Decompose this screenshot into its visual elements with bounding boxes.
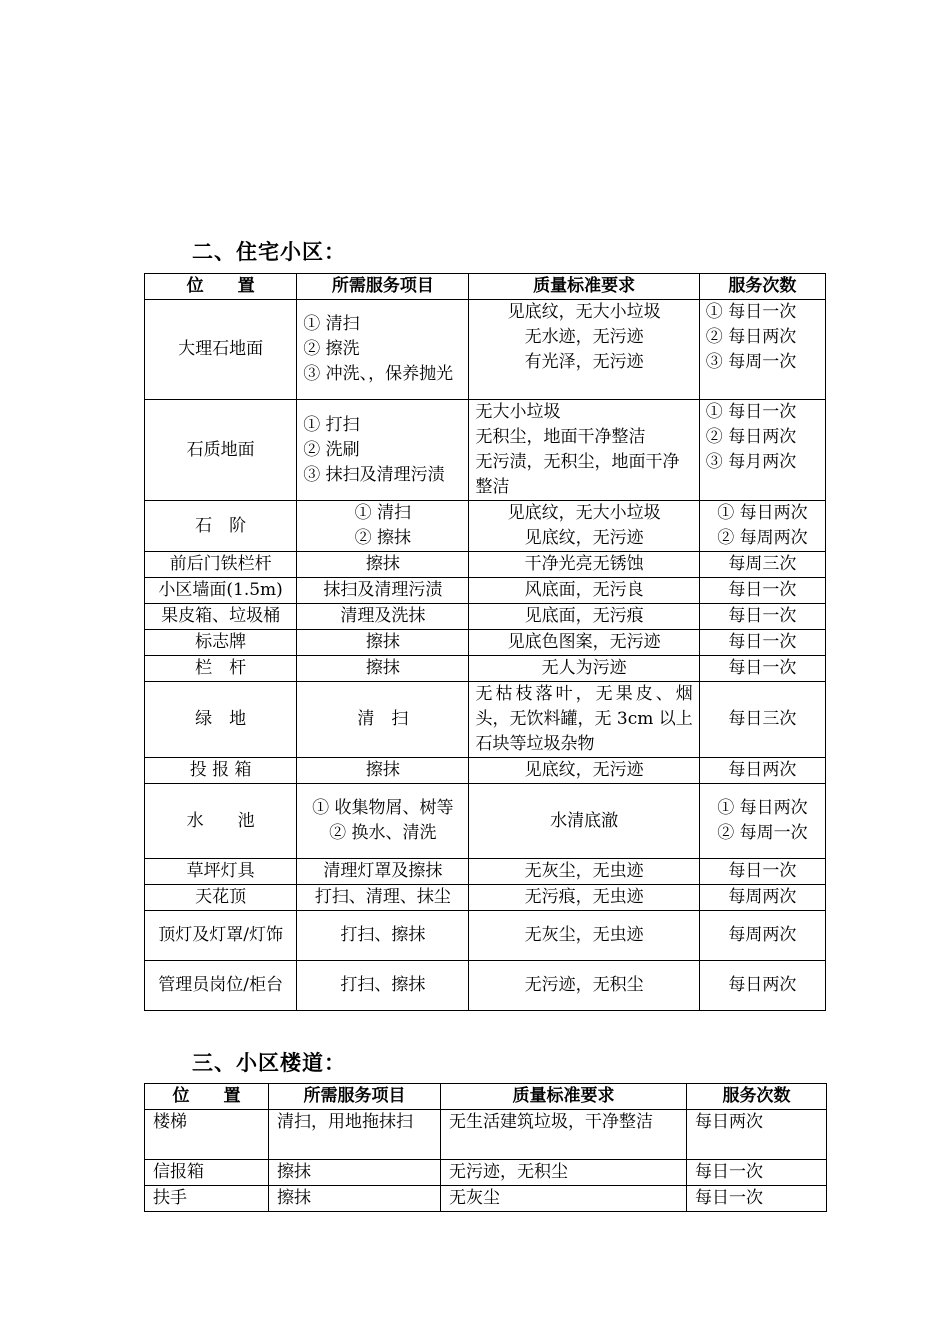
service-items-cell (297, 400, 469, 501)
service-item: ③ 冲洗、，保养抛光 (303, 364, 454, 384)
service-items-cell: 打扫、擦抹 (297, 961, 469, 1011)
location-cell: 石质地面 (145, 400, 297, 501)
frequency-cell (699, 784, 825, 859)
location-cell: 楼梯 (145, 1110, 269, 1160)
frequency-item: ① 每日两次 (717, 798, 808, 818)
table-header-row (145, 274, 826, 300)
service-item: ③ 抹扫及清理污渍 (303, 464, 445, 485)
service-item: ① 收集物屑、树等 (312, 798, 454, 818)
table-row (145, 604, 826, 630)
frequency-item: ③ 每周一次 (705, 352, 797, 372)
frequency-item: ② 每日两次 (705, 427, 797, 447)
table-row (145, 656, 826, 682)
service-item: ① 清扫 (354, 503, 412, 523)
frequency-cell: 每日两次 (687, 1110, 827, 1160)
standards-cell: 见底面，无污痕 (469, 604, 699, 630)
service-items-cell: 打扫、清理、抹尘 (297, 885, 469, 911)
standards-cell: 风底面，无污良 (469, 578, 699, 604)
standards-cell: 无灰尘，无虫迹 (469, 859, 699, 885)
frequency-cell: 每日一次 (699, 859, 825, 885)
service-items-cell: 抹扫及清理污渍 (297, 578, 469, 604)
column-header-location: 位 置 (145, 1084, 269, 1110)
table-header-row (145, 1084, 827, 1110)
service-items-cell (297, 501, 469, 552)
frequency-cell: 每周两次 (699, 911, 825, 961)
table-row (145, 578, 826, 604)
frequency-item: ② 每周一次 (717, 823, 808, 843)
frequency-cell: 每日两次 (699, 758, 825, 784)
table-row (145, 552, 826, 578)
service-items-cell: 擦抹 (297, 552, 469, 578)
column-header-quality-standards: 质量标准要求 (469, 274, 699, 300)
standards-cell: 无生活建筑垃圾，干净整洁 (441, 1110, 687, 1160)
frequency-cell: 每日一次 (699, 656, 825, 682)
frequency-cell (699, 400, 825, 501)
table-row (145, 1186, 827, 1212)
standards-cell (469, 400, 699, 501)
service-items-cell (297, 784, 469, 859)
frequency-cell: 每日三次 (699, 682, 825, 758)
location-cell: 水 池 (145, 784, 297, 859)
column-header-frequency: 服务次数 (687, 1084, 827, 1110)
frequency-cell: 每日一次 (687, 1160, 827, 1186)
standard-item: 有光泽，无污迹 (524, 352, 644, 372)
location-cell: 投 报 箱 (145, 758, 297, 784)
frequency-cell: 每日一次 (699, 578, 825, 604)
service-items-cell (297, 300, 469, 400)
standards-cell: 无污迹，无积尘 (441, 1160, 687, 1186)
service-item: ② 洗刷 (303, 439, 360, 460)
table-row (145, 300, 826, 400)
location-cell: 前后门铁栏杆 (145, 552, 297, 578)
standards-cell (469, 501, 699, 552)
service-items-cell: 清扫，用地拖抹扫 (269, 1110, 441, 1160)
table-row (145, 859, 826, 885)
table-row (145, 682, 826, 758)
standards-cell: 干净光亮无锈蚀 (469, 552, 699, 578)
standards-cell: 水清底澈 (469, 784, 699, 859)
standards-cell: 无灰尘，无虫迹 (469, 911, 699, 961)
frequency-cell: 每日两次 (699, 961, 825, 1011)
location-cell: 石 阶 (145, 501, 297, 552)
service-items-cell: 擦抹 (269, 1160, 441, 1186)
location-cell: 绿 地 (145, 682, 297, 758)
location-cell: 小区墙面(1.5m) (145, 578, 297, 604)
frequency-item: ① 每日一次 (705, 302, 797, 322)
table-row (145, 961, 826, 1011)
table-row (145, 501, 826, 552)
service-items-cell: 擦抹 (297, 758, 469, 784)
standards-cell: 无污迹，无积尘 (469, 961, 699, 1011)
location-cell: 草坪灯具 (145, 859, 297, 885)
location-cell: 信报箱 (145, 1160, 269, 1186)
standard-item: 无大小垃圾 (475, 402, 561, 422)
service-items-cell: 清 扫 (297, 682, 469, 758)
location-cell: 标志牌 (145, 630, 297, 656)
section-3-heading: 三、小区楼道： (192, 1051, 346, 1075)
table-row (145, 1160, 827, 1186)
frequency-cell: 每日一次 (699, 630, 825, 656)
service-items-cell: 清理灯罩及擦抹 (297, 859, 469, 885)
standard-item: 无积尘，地面干净整洁 (475, 427, 646, 447)
table-row (145, 400, 826, 501)
service-item: ② 换水、清洗 (329, 823, 437, 843)
service-items-cell: 打扫、擦抹 (297, 911, 469, 961)
table-row (145, 911, 826, 961)
service-item: ② 擦洗 (303, 339, 360, 359)
table-row (145, 758, 826, 784)
standards-cell: 无灰尘 (441, 1186, 687, 1212)
frequency-cell: 每周三次 (699, 552, 825, 578)
service-item: ① 打扫 (303, 414, 360, 435)
frequency-cell: 每日一次 (687, 1186, 827, 1212)
corridor-table (144, 1083, 827, 1212)
frequency-item: ③ 每月两次 (705, 452, 797, 472)
location-cell: 大理石地面 (145, 300, 297, 400)
location-cell: 果皮箱、垃圾桶 (145, 604, 297, 630)
column-header-frequency: 服务次数 (699, 274, 825, 300)
residential-area-table (144, 273, 826, 1011)
standard-item: 见底纹，无大小垃圾 (507, 503, 661, 523)
column-header-quality-standards: 质量标准要求 (441, 1084, 687, 1110)
standard-item: 无水迹，无污迹 (524, 327, 644, 347)
frequency-cell: 每日一次 (699, 604, 825, 630)
standards-cell: 见底色图案，无污迹 (469, 630, 699, 656)
service-item: ② 擦抹 (354, 528, 412, 548)
service-items-cell: 擦抹 (297, 656, 469, 682)
standards-cell (469, 300, 699, 400)
standard-item: 见底纹，无污迹 (524, 528, 644, 548)
standards-cell: 无枯枝落叶，无果皮、烟头，无饮料罐，无 3cm 以上石块等垃圾杂物 (469, 682, 699, 758)
standards-cell: 无人为污迹 (469, 656, 699, 682)
frequency-cell (699, 501, 825, 552)
frequency-cell: 每周两次 (699, 885, 825, 911)
standards-cell: 无污痕，无虫迹 (469, 885, 699, 911)
service-items-cell: 擦抹 (297, 630, 469, 656)
location-cell: 扶手 (145, 1186, 269, 1212)
standard-item: 见底纹，无大小垃圾 (507, 302, 661, 322)
standards-cell: 见底纹，无污迹 (469, 758, 699, 784)
frequency-item: ② 每日两次 (705, 327, 797, 347)
location-cell: 顶灯及灯罩/灯饰 (145, 911, 297, 961)
location-cell: 栏 杆 (145, 656, 297, 682)
frequency-cell (699, 300, 825, 400)
location-cell: 天花顶 (145, 885, 297, 911)
table-row (145, 885, 826, 911)
column-header-service-items: 所需服务项目 (297, 274, 469, 300)
service-items-cell: 擦抹 (269, 1186, 441, 1212)
column-header-location: 位 置 (145, 274, 297, 300)
column-header-service-items: 所需服务项目 (269, 1084, 441, 1110)
frequency-item: ② 每周两次 (717, 528, 808, 548)
service-item: ① 清扫 (303, 314, 360, 334)
frequency-item: ① 每日两次 (717, 503, 808, 523)
location-cell: 管理员岗位/柜台 (145, 961, 297, 1011)
section-2-heading: 二、住宅小区： (192, 240, 346, 264)
table-row (145, 1110, 827, 1160)
service-items-cell: 清理及洗抹 (297, 604, 469, 630)
table-row (145, 630, 826, 656)
table-row (145, 784, 826, 859)
frequency-item: ① 每日一次 (705, 402, 797, 422)
standard-item: 无污渍，无积尘，地面干净整洁 (475, 452, 680, 497)
